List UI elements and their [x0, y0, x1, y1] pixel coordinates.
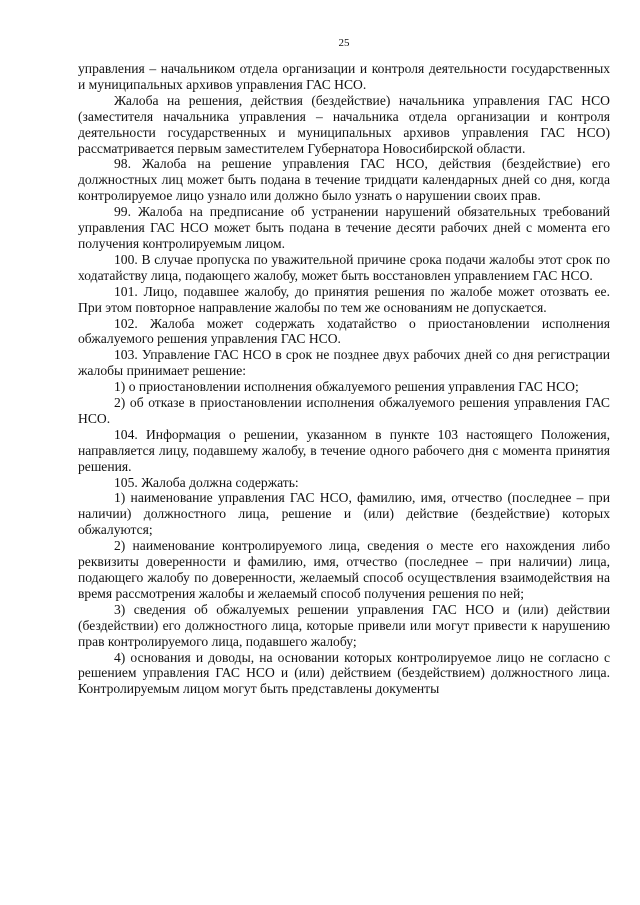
paragraph: 101. Лицо, подавшее жалобу, до принятия решения по жалобе может отозвать ее. При этом повторное направление жалобы по тем же основаниям не допускается.: [78, 283, 610, 315]
paragraph: 4) основания и доводы, на основании которых контролируемое лицо не согласно с решением управления ГАС НСО и (или) действием (бездействием) должностного лица. Контролируемым лицом могут быть представлены документы: [78, 649, 610, 697]
paragraph: 2) об отказе в приостановлении исполнения обжалуемого решения управления ГАС НСО.: [78, 395, 610, 426]
paragraph: 2) наименование контролируемого лица, сведения о месте его нахождения либо реквизиты доверенности и фамилию, имя, отчество (последнее – при наличии) лица, подающего жалобу по доверенности, желаемый способ осуществления взаимодействия на время рассмотрения жалобы и желаемый способ получения решения по ней;: [78, 538, 610, 601]
paragraph: 99. Жалоба на предписание об устранении нарушений обязательных требований управления ГАС НСО может быть подана в течение десяти рабочих дней с момента его получения контролируемым лицом.: [78, 204, 610, 251]
paragraph: 98. Жалоба на решение управления ГАС НСО, действия (бездействие) его должностных лиц может быть подана в течение тридцати календарных дней со дня, когда контролируемое лицо узнало или должно было узнать о нарушении своих прав.: [78, 156, 610, 204]
page-number: 25: [338, 37, 350, 49]
paragraph: Жалоба на решения, действия (бездействие) начальника управления ГАС НСО (заместителя начальника управления – начальника отдела организации и контроля деятельности государственных и муниципальных архивов управления ГАС НСО) рассматривается первым заместителем Губернатора Новосибирской области.: [78, 92, 610, 156]
paragraph: управления – начальником отдела организации и контроля деятельности государственных и муниципальных архивов управления ГАС НСО.: [78, 61, 610, 92]
paragraph: 102. Жалоба может содержать ходатайство о приостановлении исполнения обжалуемого решения управления ГАС НСО.: [78, 315, 610, 347]
paragraph: 104. Информация о решении, указанном в пункте 103 настоящего Положения, направляется лицу, подавшему жалобу, в течение одного рабочего дня с момента принятия решения.: [78, 426, 610, 474]
paragraph: 1) наименование управления ГАС НСО, фамилию, имя, отчество (последнее – при наличии) должностного лица, решение и (или) действие (бездействие) которых обжалуются;: [78, 490, 610, 538]
paragraph: 105. Жалоба должна содержать:: [114, 474, 299, 490]
paragraph: 3) сведения об обжалуемых решении управления ГАС НСО и (или) действии (бездействии) его должностного лица, которые привели или могут привести к нарушению прав контролируемого лица, подавшего жалобу;: [78, 601, 610, 649]
paragraph: 103. Управление ГАС НСО в срок не позднее двух рабочих дней со дня регистрации жалобы принимает решение:: [78, 347, 610, 379]
paragraph: 100. В случае пропуска по уважительной причине срока подачи жалобы этот срок по ходатайству лица, подающего жалобу, может быть восстановлен управлением ГАС НСО.: [78, 251, 610, 283]
paragraph: 1) о приостановлении исполнения обжалуемого решения управления ГАС НСО;: [114, 379, 579, 395]
document-body: [78, 61, 610, 697]
document-page: [78, 0, 610, 697]
